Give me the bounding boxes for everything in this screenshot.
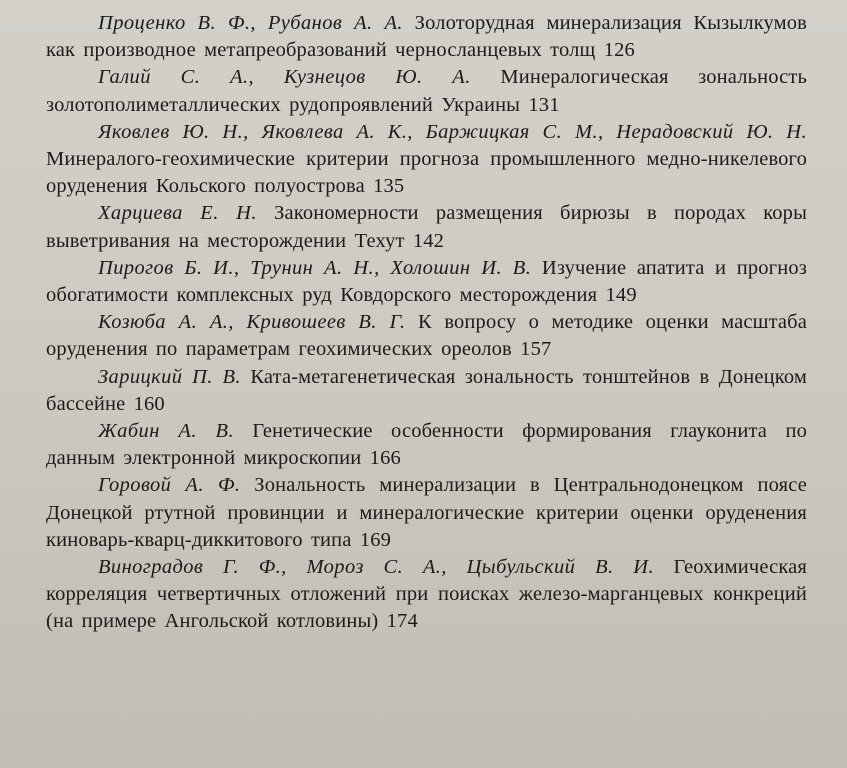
entry-page-number: 131 bbox=[528, 93, 560, 116]
toc-entry bbox=[46, 64, 807, 118]
entry-authors: Козюба А. А., Кривошеев В. Г. bbox=[98, 311, 406, 334]
entry-authors: Яковлев Ю. Н., Яковлева А. К., Баржицкая С. М., Нерадовский Ю. Н. bbox=[98, 120, 807, 143]
entry-authors: Харциева Е. Н. bbox=[98, 202, 257, 225]
entry-title: Ката-метагенетическая зональность тонштейнов в Донецком бассейне bbox=[46, 365, 807, 415]
entry-title: Закономерности размещения бирюзы в породах коры выветривания на месторождении Техут bbox=[46, 202, 807, 252]
entry-authors: Горовой А. Ф. bbox=[98, 474, 241, 497]
entry-page-number: 149 bbox=[605, 284, 637, 307]
entry-page-number: 142 bbox=[412, 229, 445, 252]
entry-title: Генетические особенности формирования глауконита по данным электронной микроскопии bbox=[46, 420, 807, 470]
entry-page-number: 169 bbox=[359, 528, 392, 551]
entry-page-number: 157 bbox=[520, 338, 552, 361]
toc-entry bbox=[46, 119, 807, 201]
entry-page-number: 135 bbox=[373, 175, 405, 198]
entry-title: Геохимическая корреляция четвертичных отложений при поисках железо-марганцевых конкреций (на примере Ангольской котловины) bbox=[46, 556, 807, 633]
toc-entry bbox=[46, 255, 807, 309]
entry-page-number: 166 bbox=[369, 447, 401, 470]
entry-page-number: 126 bbox=[603, 39, 635, 62]
toc-entry bbox=[46, 309, 807, 363]
entry-title: Золоторудная минерализация Кызылкумов как производное метапреобразований черносланцевых толщ bbox=[46, 12, 808, 62]
entry-authors: Галий С. А., Кузнецов Ю. А. bbox=[98, 66, 471, 89]
entry-page-number: 174 bbox=[386, 610, 418, 633]
toc-entry bbox=[46, 472, 807, 554]
entry-page-number: 160 bbox=[133, 392, 165, 415]
toc-entry bbox=[46, 10, 807, 64]
entry-title: Минералогическая зональность золотополиметаллических рудопроявлений Украины bbox=[46, 66, 807, 116]
entry-authors: Проценко В. Ф., Рубанов А. А. bbox=[98, 12, 403, 34]
toc-entry bbox=[46, 418, 807, 472]
entry-authors: Жабин А. В. bbox=[98, 420, 234, 443]
entry-title: Изучение апатита и прогноз обогатимости комплексных руд Ковдорского месторождения bbox=[46, 256, 808, 307]
entry-authors: Виноградов Г. Ф., Мороз С. А., Цыбульский В. И. bbox=[98, 556, 655, 579]
toc-entry bbox=[46, 200, 807, 254]
entry-title: Зональность минерализации в Центральнодонецком поясе Донецкой ртутной провинции и минералогические критерии оценки оруденения киноварь-кварц-диккитового типа bbox=[46, 474, 808, 551]
toc-entry bbox=[46, 554, 807, 636]
entry-authors: Пирогов Б. И., Трунин А. Н., Холошин И. В. bbox=[98, 256, 532, 279]
toc-entry bbox=[46, 364, 807, 418]
entry-title: К вопросу о методике оценки масштаба оруденения по параметрам геохимических ореолов bbox=[46, 311, 808, 361]
entry-title: Минералого-геохимические критерии прогноза промышленного медно-никелевого оруденения Кольского полуострова bbox=[46, 148, 807, 198]
entry-authors: Зарицкий П. В. bbox=[98, 365, 241, 388]
